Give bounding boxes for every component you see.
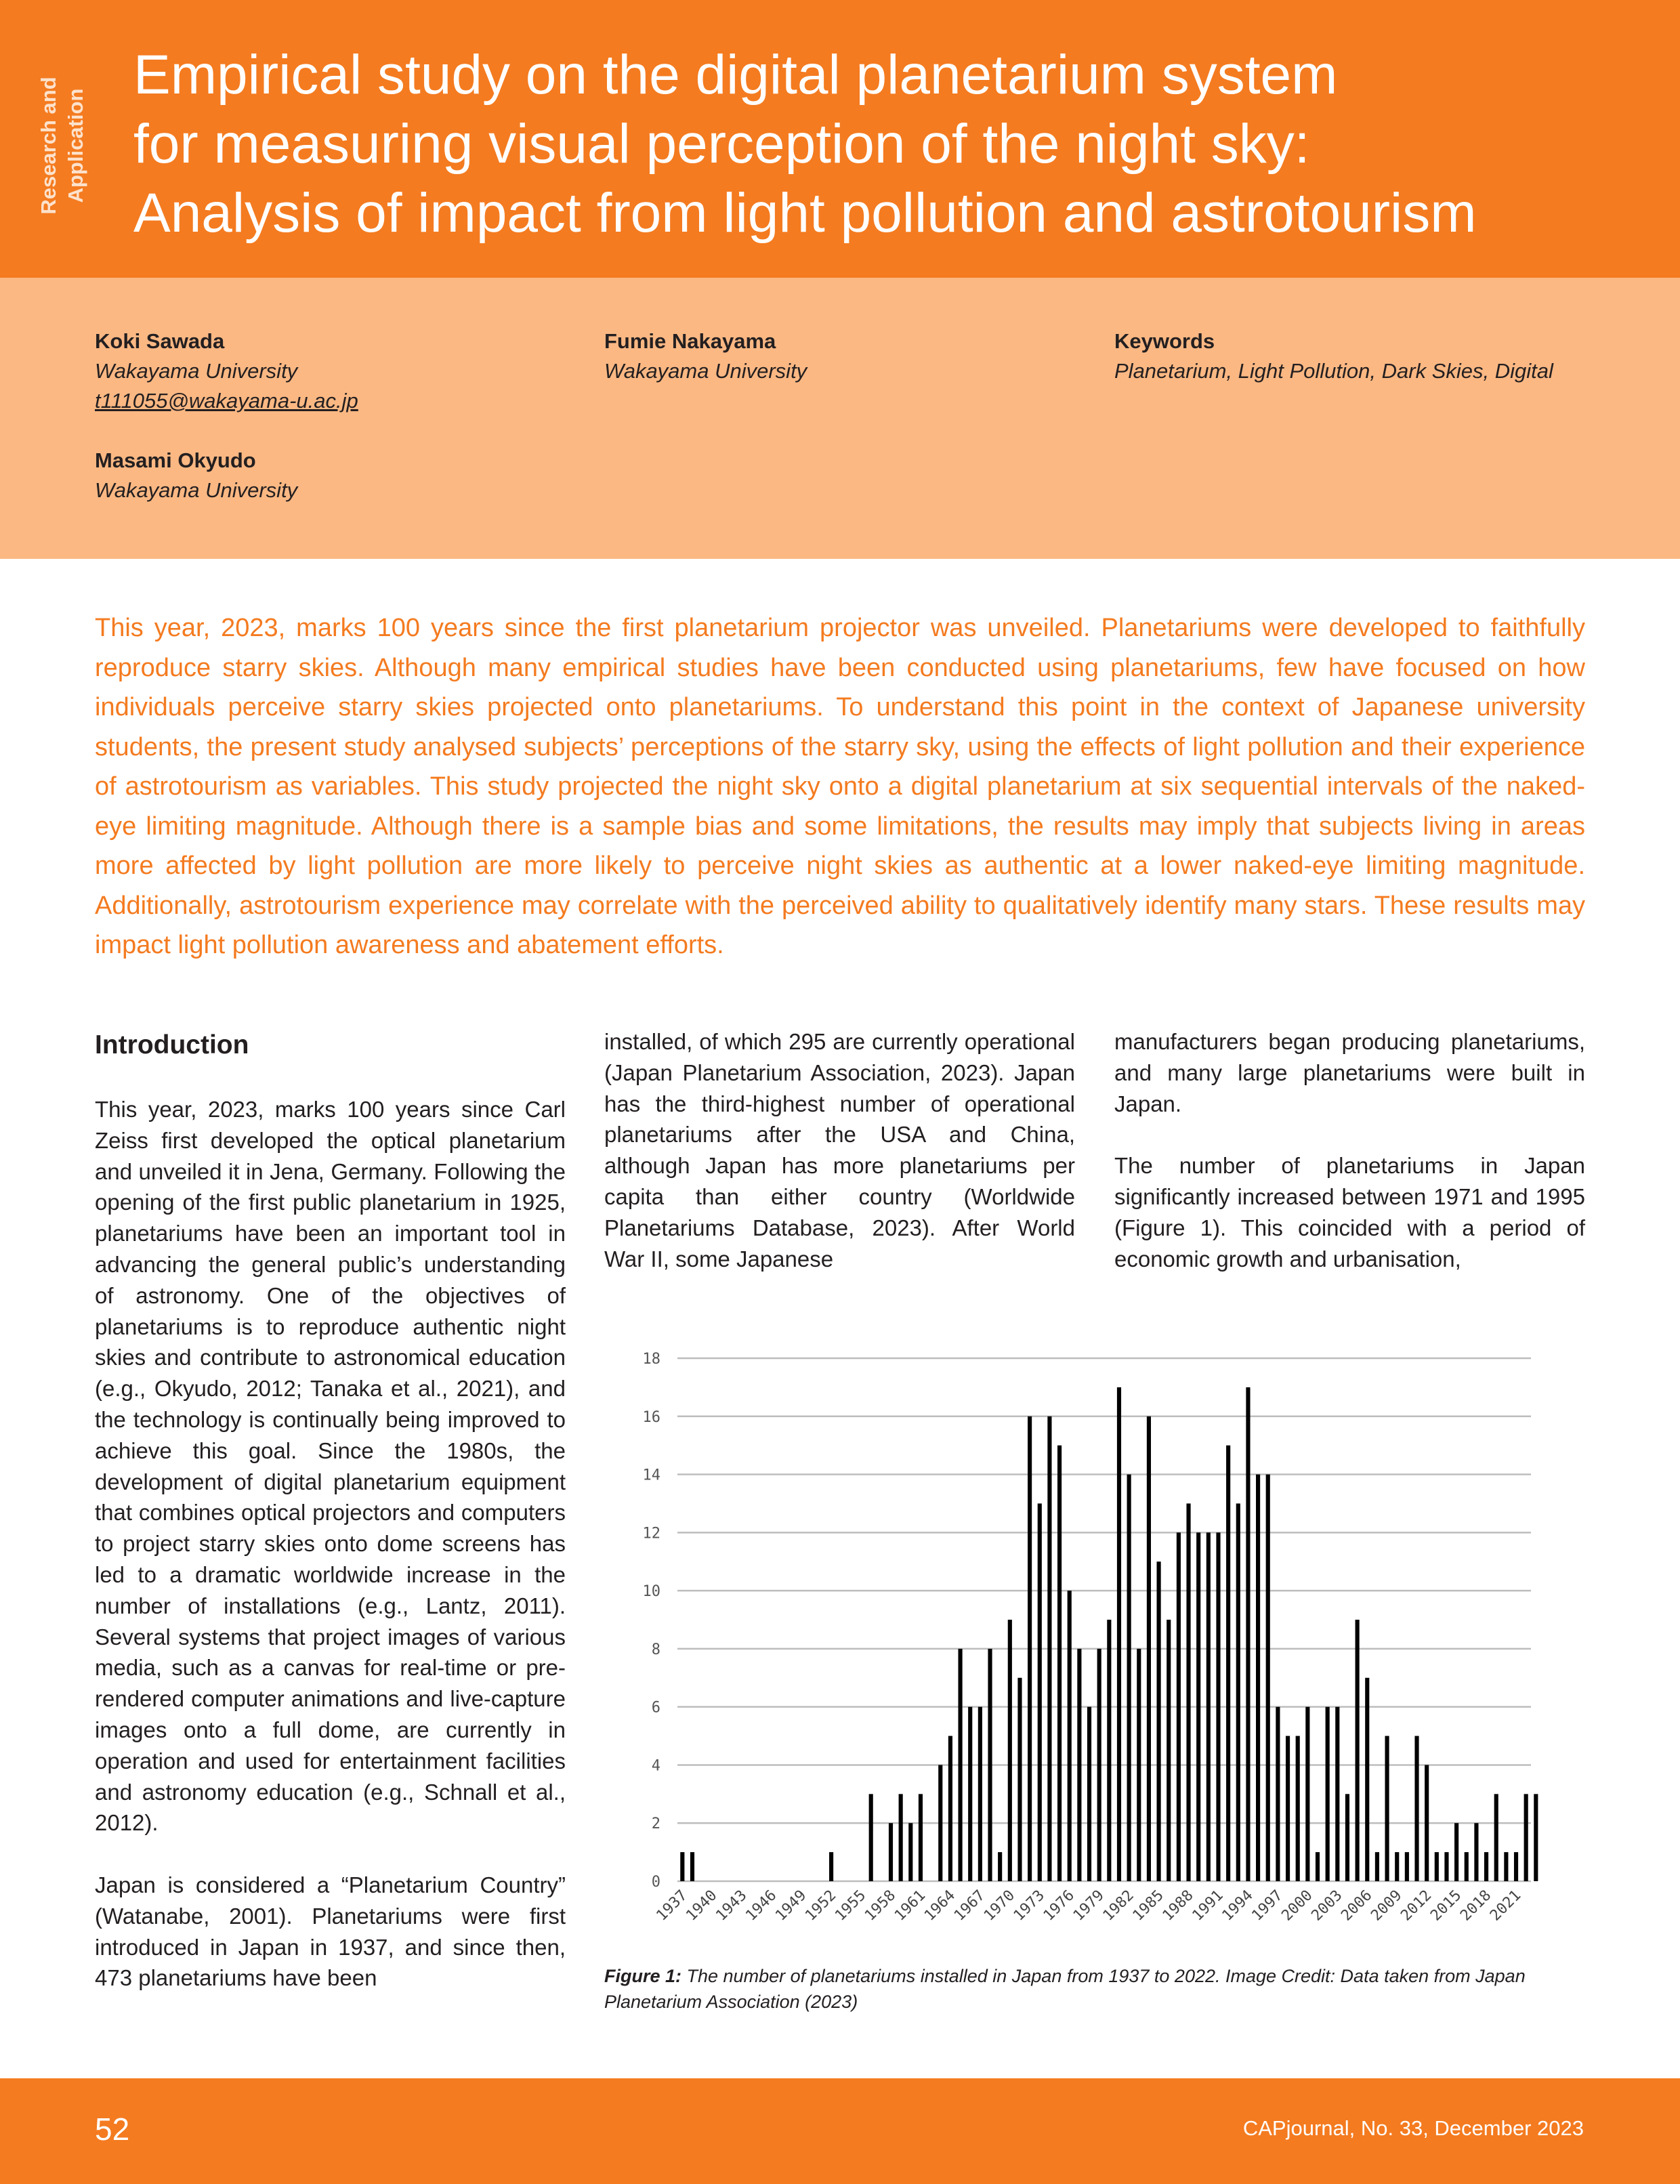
figure-1-chart bbox=[596, 1338, 1545, 1948]
bar-chart bbox=[596, 1338, 1545, 1948]
bar bbox=[1534, 1794, 1538, 1881]
y-tick-label: 4 bbox=[651, 1757, 660, 1775]
bar bbox=[1405, 1852, 1409, 1881]
journal-info: CAPjournal, No. 33, December 2023 bbox=[1242, 2116, 1584, 2140]
y-tick-label: 16 bbox=[642, 1408, 660, 1426]
section-label-text: Research and Application bbox=[37, 77, 87, 215]
x-tick-label: 2018 bbox=[1457, 1887, 1495, 1925]
bar bbox=[889, 1823, 893, 1881]
bar bbox=[998, 1852, 1002, 1881]
x-tick-label: 2015 bbox=[1427, 1887, 1465, 1925]
x-tick-label: 1967 bbox=[950, 1887, 989, 1925]
bar bbox=[690, 1852, 694, 1881]
x-tick-label: 1994 bbox=[1219, 1887, 1257, 1925]
x-tick-label: 1955 bbox=[832, 1887, 870, 1925]
author-name: Koki Sawada bbox=[95, 329, 225, 353]
author-1 bbox=[95, 327, 358, 416]
bar bbox=[1038, 1503, 1042, 1881]
bar bbox=[1196, 1532, 1200, 1881]
x-tick-label: 1985 bbox=[1129, 1887, 1167, 1925]
bar bbox=[1177, 1532, 1181, 1881]
bar bbox=[1097, 1649, 1101, 1881]
bar bbox=[1028, 1416, 1032, 1881]
bar bbox=[1256, 1475, 1260, 1881]
bar bbox=[948, 1736, 952, 1881]
page-number: 52 bbox=[95, 2112, 130, 2147]
bar bbox=[1057, 1446, 1062, 1881]
bar bbox=[1216, 1532, 1220, 1881]
bar bbox=[1147, 1416, 1151, 1881]
bar bbox=[829, 1852, 833, 1881]
bar bbox=[1167, 1620, 1171, 1881]
author-affiliation: Wakayama University bbox=[95, 359, 298, 383]
author-3 bbox=[604, 327, 807, 386]
x-tick-label: 2021 bbox=[1487, 1887, 1525, 1925]
bar bbox=[1316, 1852, 1320, 1881]
header-band bbox=[0, 0, 1680, 278]
section-heading: Introduction bbox=[95, 1030, 249, 1059]
bar bbox=[1514, 1852, 1518, 1881]
y-tick-label: 12 bbox=[642, 1525, 660, 1542]
x-tick-label: 1961 bbox=[891, 1887, 929, 1925]
y-tick-label: 18 bbox=[642, 1351, 660, 1368]
footer-band bbox=[0, 2078, 1680, 2184]
x-tick-label: 2009 bbox=[1368, 1887, 1406, 1925]
y-tick-label: 6 bbox=[651, 1699, 660, 1717]
x-tick-label: 1973 bbox=[1010, 1887, 1049, 1925]
bar bbox=[1137, 1649, 1141, 1881]
body-column-3 bbox=[1114, 1026, 1585, 1305]
x-tick-label: 1943 bbox=[713, 1887, 751, 1925]
bar bbox=[958, 1649, 962, 1881]
bar bbox=[1335, 1707, 1339, 1881]
bar bbox=[1504, 1852, 1508, 1881]
bar bbox=[1206, 1532, 1211, 1881]
author-name: Masami Okyudo bbox=[95, 448, 256, 472]
authors-band bbox=[0, 278, 1680, 559]
bar bbox=[1107, 1620, 1111, 1881]
author-email-link[interactable]: t111055@wakayama-u.ac.jp bbox=[95, 389, 358, 413]
section-label bbox=[35, 61, 96, 230]
caption-text: The number of planetariums installed in Japan from 1937 to 2022. Image Credit: Data taken from Japan Planetarium Association (2023) bbox=[604, 1966, 1526, 2012]
bar bbox=[1435, 1852, 1439, 1881]
bar bbox=[1246, 1387, 1250, 1881]
bar bbox=[1305, 1707, 1309, 1881]
bar bbox=[1127, 1475, 1131, 1881]
y-tick-label: 14 bbox=[642, 1467, 660, 1484]
bar bbox=[1226, 1446, 1230, 1881]
x-tick-label: 2006 bbox=[1338, 1887, 1376, 1925]
keywords-value: Planetarium, Light Pollution, Dark Skies, Digital bbox=[1114, 359, 1553, 383]
x-tick-label: 2012 bbox=[1398, 1887, 1435, 1925]
bar bbox=[978, 1707, 982, 1881]
bar bbox=[1276, 1707, 1280, 1881]
bar bbox=[1236, 1503, 1240, 1881]
bar bbox=[1326, 1707, 1330, 1881]
paragraph: The number of planetariums in Japan significantly increased between 1971 and 1995 (Figure 1). This coincided with a period of economic growth and urbanisation, bbox=[1114, 1153, 1585, 1272]
author-2 bbox=[95, 446, 297, 505]
body-column-2 bbox=[604, 1026, 1075, 1305]
author-affiliation: Wakayama University bbox=[604, 359, 807, 383]
bar bbox=[869, 1794, 873, 1881]
x-tick-label: 1982 bbox=[1099, 1887, 1137, 1925]
paragraph: installed, of which 295 are currently operational (Japan Planetarium Association, 2023). Japan has the third-highest number of operational planetariums after the USA and China, although Japan has more planetariums per capita than either country (Worldwide Planetariums Database, 2023). After World War II, some Japanese bbox=[604, 1029, 1075, 1272]
y-tick-label: 8 bbox=[651, 1641, 660, 1658]
x-tick-label: 1970 bbox=[980, 1887, 1019, 1925]
bar bbox=[1385, 1736, 1389, 1881]
bar bbox=[1356, 1620, 1360, 1881]
bar bbox=[919, 1794, 923, 1881]
paragraph: Japan is considered a “Planetarium Country” (Watanabe, 2001). Planetariums were first introduced in Japan in 1937, and since then, 473 planetariums have been bbox=[95, 1872, 566, 1991]
bar bbox=[1286, 1736, 1290, 1881]
x-tick-label: 1958 bbox=[862, 1887, 900, 1925]
caption-label: Figure 1: bbox=[604, 1966, 682, 1986]
bar bbox=[1186, 1503, 1190, 1881]
bar bbox=[1157, 1561, 1161, 1881]
x-tick-label: 1997 bbox=[1248, 1887, 1286, 1925]
x-tick-label: 1937 bbox=[653, 1887, 691, 1925]
bar bbox=[1395, 1852, 1399, 1881]
x-tick-label: 2000 bbox=[1278, 1887, 1316, 1925]
bar bbox=[1454, 1823, 1458, 1881]
x-tick-label: 1946 bbox=[742, 1887, 780, 1925]
bar bbox=[1465, 1852, 1469, 1881]
figure-caption bbox=[604, 1963, 1553, 2015]
paragraph: This year, 2023, marks 100 years since Carl Zeiss first developed the optical planetarium and unveiled it in Jena, Germany. Following the opening of the first public planetarium in 1925, planetariums have been an important tool in advancing the general public’s understanding of astronomy. One of the objectives of planetariums is to reproduce authentic night skies and contribute to astronomical education (e.g., Okyudo, 2012; Tanaka et al., 2021), and the technology is continually being improved to achieve this goal. Since the 1980s, the development of digital planetarium equipment that combines optical projectors and computers to project starry skies onto dome screens has led to a dramatic worldwide increase in the number of installations (e.g., Lantz, 2011). Several systems that project images of various media, such as a canvas for real-time or pre-rendered computer animations and live-capture images onto a full dome, are currently in operation and used for entertainment facilities and astronomy education (e.g., Schnall et al., 2012). bbox=[95, 1097, 566, 1836]
bar bbox=[1365, 1678, 1369, 1881]
author-affiliation: Wakayama University bbox=[95, 478, 298, 502]
bar bbox=[1474, 1823, 1478, 1881]
bar bbox=[1296, 1736, 1300, 1881]
bar bbox=[680, 1852, 684, 1881]
bar bbox=[1494, 1794, 1498, 1881]
bar bbox=[1017, 1678, 1022, 1881]
y-tick-label: 10 bbox=[642, 1583, 660, 1601]
bar bbox=[1524, 1794, 1528, 1881]
bar bbox=[908, 1823, 912, 1881]
bar bbox=[1008, 1620, 1012, 1881]
abstract: This year, 2023, marks 100 years since the first planetarium projector was unveiled. Planetariums were developed to faithfully reproduce starry skies. Although many empirical studies have been conducted using planetariums, few have focused on how individuals perceive starry skies projected onto planetariums. To understand this point in the context of Japanese university students, the present study analysed subjects’ perceptions of the starry sky, using the effects of light pollution and their experience of astrotourism as variables. This study projected the night sky onto a digital planetarium at six sequential intervals of the naked-eye limiting magnitude. Although there is a sample bias and some limitations, the results may imply that subjects living in areas more affected by light pollution are more likely to perceive night skies as authentic at a lower naked-eye limiting magnitude. Additionally, astrotourism experience may correlate with the perceived ability to qualitatively identify many stars. These results may impact light pollution awareness and abatement efforts. bbox=[95, 614, 1585, 959]
bar bbox=[899, 1794, 903, 1881]
bar bbox=[988, 1649, 992, 1881]
bar bbox=[1444, 1852, 1448, 1881]
bar bbox=[1484, 1852, 1488, 1881]
keywords-label: Keywords bbox=[1114, 329, 1215, 353]
x-tick-label: 1979 bbox=[1070, 1887, 1108, 1925]
bar bbox=[1047, 1416, 1051, 1881]
bar bbox=[1375, 1852, 1379, 1881]
x-tick-label: 2003 bbox=[1308, 1887, 1346, 1925]
author-name: Fumie Nakayama bbox=[604, 329, 776, 353]
bar bbox=[1117, 1387, 1121, 1881]
bar bbox=[1414, 1736, 1419, 1881]
bar bbox=[1068, 1591, 1072, 1881]
article-title bbox=[133, 41, 1624, 248]
x-tick-label: 1991 bbox=[1189, 1887, 1227, 1925]
bar bbox=[1266, 1475, 1270, 1881]
paragraph: manufacturers began producing planetariums, and many large planetariums were built in Japan. bbox=[1114, 1029, 1585, 1116]
y-tick-label: 0 bbox=[651, 1874, 660, 1891]
title-line: Analysis of impact from light pollution and astrotourism bbox=[133, 182, 1477, 244]
y-tick-label: 2 bbox=[651, 1815, 660, 1833]
bar bbox=[968, 1707, 972, 1881]
bar bbox=[938, 1765, 942, 1881]
x-tick-label: 1976 bbox=[1040, 1887, 1078, 1925]
title-line: Empirical study on the digital planetarium system bbox=[133, 44, 1338, 106]
x-tick-label: 1949 bbox=[772, 1887, 810, 1925]
x-tick-label: 1988 bbox=[1159, 1887, 1197, 1925]
body-column-1 bbox=[95, 1026, 566, 2025]
bar bbox=[1087, 1707, 1091, 1881]
bar bbox=[1077, 1649, 1081, 1881]
bar bbox=[1425, 1765, 1429, 1881]
x-tick-label: 1940 bbox=[683, 1887, 721, 1925]
bar bbox=[1345, 1794, 1349, 1881]
x-tick-label: 1952 bbox=[802, 1887, 840, 1925]
title-line: for measuring visual perception of the night sky: bbox=[133, 113, 1310, 175]
x-tick-label: 1964 bbox=[921, 1887, 959, 1925]
keywords-block bbox=[1114, 327, 1553, 386]
